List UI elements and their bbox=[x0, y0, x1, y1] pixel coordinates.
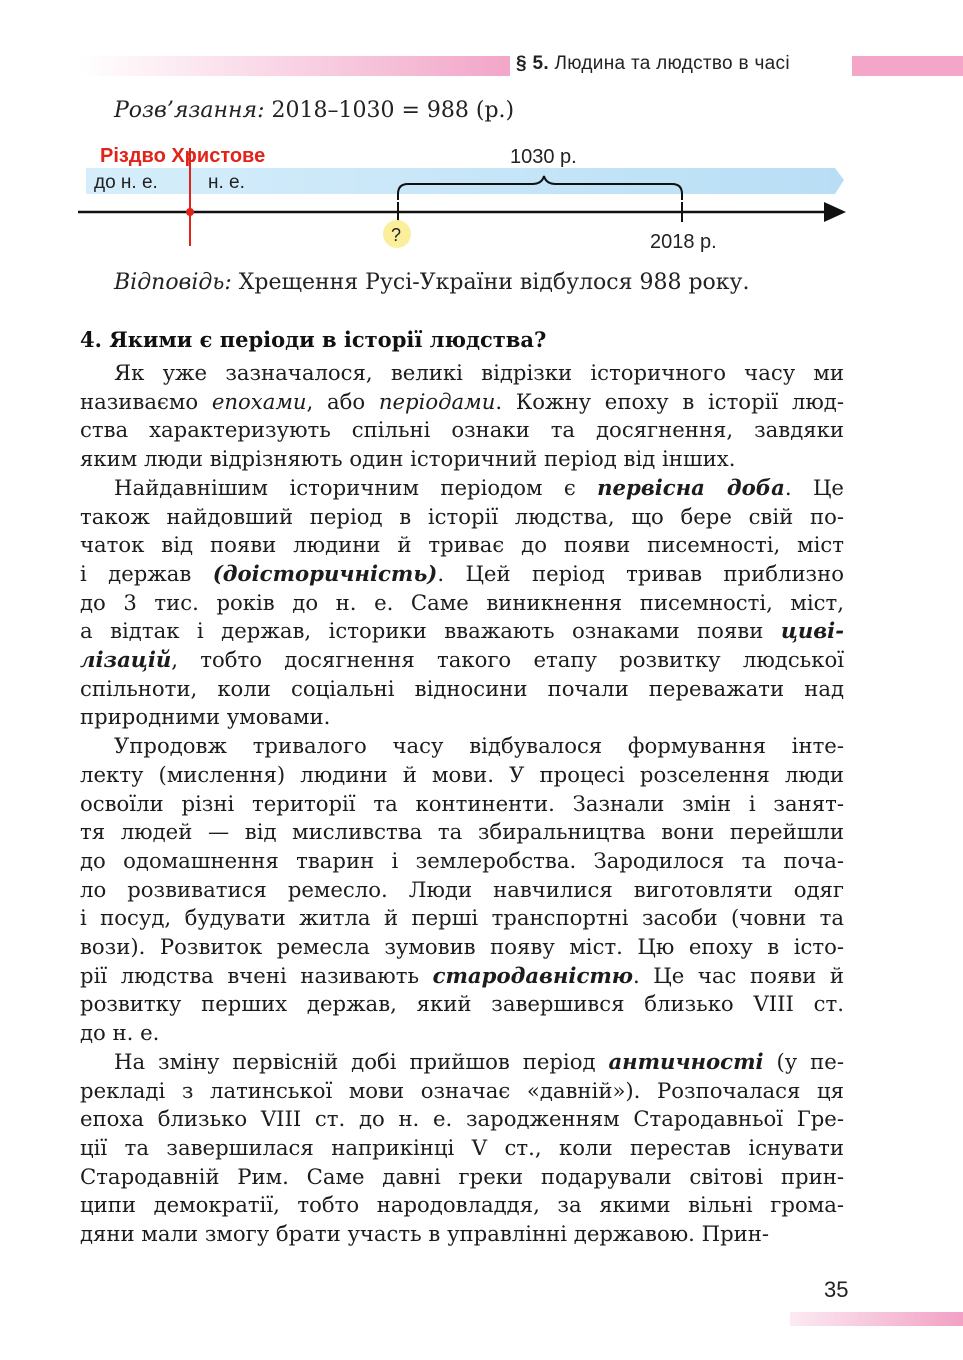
emphasized-term: циві- bbox=[780, 618, 844, 644]
text-line bbox=[80, 359, 844, 388]
text-segment: Як уже зазначалося, великі відрізки історичного часу ми bbox=[114, 360, 844, 385]
text-line bbox=[80, 560, 844, 589]
emphasized-term: стародавністю bbox=[432, 962, 633, 988]
text-line bbox=[80, 1105, 844, 1134]
text-segment: також найдовший період в історії людства, що бере свій по- bbox=[80, 503, 844, 529]
text-line bbox=[80, 646, 844, 675]
text-segment: Стародавній Рим. Саме давні греки подарували світові прин- bbox=[80, 1163, 844, 1189]
timeline-diagram bbox=[78, 138, 858, 258]
text-line bbox=[80, 1077, 844, 1106]
text-segment: рії людства вчені називають bbox=[80, 962, 433, 988]
text-segment: , або bbox=[306, 388, 379, 414]
time-axis-arrow bbox=[824, 202, 846, 222]
text-segment: природними умовами. bbox=[80, 704, 331, 730]
text-segment: ло розвиватися ремесло. Люди навчилися виготовляти одяг bbox=[80, 876, 844, 902]
text-segment: . Це bbox=[784, 474, 844, 500]
text-line bbox=[80, 617, 844, 646]
text-segment: називаємо bbox=[80, 388, 212, 414]
text-segment: ства характеризують спільні ознаки та досягнення, завдяки bbox=[80, 417, 844, 443]
text-line bbox=[80, 1134, 844, 1163]
text-segment: до одомашнення тварин і землеробства. Зародилося та почa- bbox=[80, 847, 844, 873]
text-line bbox=[80, 388, 844, 417]
text-line bbox=[80, 847, 844, 876]
text-line bbox=[80, 531, 844, 560]
text-segment: Найдавнішим історичним періодом є bbox=[114, 474, 598, 500]
text-segment: освоїли різні території та континенти. Зазнали змін і занят- bbox=[80, 790, 844, 816]
christmas-label: Різдво Христове bbox=[100, 145, 266, 167]
text-line bbox=[80, 1191, 844, 1220]
text-line bbox=[80, 790, 844, 819]
text-segment: ципи демократії, тобто народовладдя, за якими вільні грома- bbox=[80, 1192, 844, 1218]
text-line bbox=[80, 732, 844, 761]
solution-line bbox=[114, 98, 514, 123]
text-segment: епоха близько VIII ст. до н. е. зародженням Стародавньої Гре- bbox=[80, 1106, 844, 1132]
text-segment: (у пе- bbox=[763, 1048, 844, 1074]
paragraph-4 bbox=[80, 1048, 844, 1249]
christmas-point bbox=[186, 208, 194, 216]
emphasized-term: епохами bbox=[211, 388, 307, 414]
solution-expression: 2018–1030 = 988 (р.) bbox=[271, 98, 515, 123]
text-segment: . Це час появи й bbox=[633, 962, 844, 988]
answer-line bbox=[114, 270, 749, 295]
footer-pink-band bbox=[790, 1312, 963, 1326]
text-segment: дяни мали змогу брати участь в управлінні державою. Прин- bbox=[80, 1221, 770, 1247]
text-segment: . Кожну епоху в історії люд- bbox=[495, 388, 844, 414]
text-line bbox=[80, 445, 844, 474]
text-segment: вози). Розвиток ремесла зумовив появу міст. Цю епоху в істо- bbox=[80, 934, 844, 960]
span-label: 1030 р. bbox=[510, 146, 577, 168]
text-line bbox=[80, 962, 844, 991]
emphasized-term: періодами bbox=[378, 388, 496, 414]
text-segment: і держав bbox=[80, 560, 213, 586]
text-line bbox=[80, 990, 844, 1019]
text-line bbox=[80, 818, 844, 847]
text-segment: до 3 тис. років до н. е. Саме виникнення писемності, міст, bbox=[80, 589, 844, 615]
solution-label: Розв’язання: bbox=[114, 98, 265, 123]
paragraph-2 bbox=[80, 474, 844, 732]
text-segment: спільноти, коли соціальні відносини почали переважати над bbox=[80, 675, 844, 701]
text-line bbox=[80, 675, 844, 704]
text-segment: На зміну первісній добі прийшов період bbox=[114, 1048, 609, 1074]
section-number: § 5. bbox=[516, 53, 549, 74]
header-pink-band-left bbox=[80, 56, 510, 76]
text-line bbox=[80, 761, 844, 790]
body-text bbox=[80, 359, 844, 1249]
text-line bbox=[80, 503, 844, 532]
text-line bbox=[80, 703, 844, 732]
page-number: 35 bbox=[824, 1277, 849, 1302]
text-line bbox=[80, 474, 844, 503]
text-line bbox=[80, 1048, 844, 1077]
answer-text: Хрещення Русі-України відбулося 988 року. bbox=[238, 270, 750, 295]
before-era-label: до н. е. bbox=[94, 172, 158, 193]
header-title bbox=[516, 53, 790, 75]
text-line bbox=[80, 1220, 844, 1249]
text-segment: а відтак і держав, історики вважають ознаками появи bbox=[80, 618, 781, 644]
unknown-marker: ? bbox=[391, 225, 402, 245]
text-segment: рекладі з латинської мови означає «давній»). Розпочалася ця bbox=[80, 1077, 844, 1103]
text-segment: розвитку перших держав, який завершився близько VIII ст. bbox=[80, 991, 844, 1017]
text-segment: яким люди відрізняють один історичний період від інших. bbox=[80, 446, 736, 472]
text-segment: Упродовж тривалого часу відбувалося формування інте- bbox=[114, 733, 844, 759]
answer-label: Відповідь: bbox=[114, 270, 232, 295]
era-label: н. е. bbox=[208, 172, 245, 193]
header-pink-band-right bbox=[852, 56, 963, 76]
text-line bbox=[80, 876, 844, 905]
emphasized-term: (доісторичність) bbox=[212, 560, 438, 586]
text-line bbox=[80, 416, 844, 445]
text-segment: ції та завершилася наприкінці V ст., коли перестав існувати bbox=[80, 1134, 844, 1160]
text-line bbox=[80, 904, 844, 933]
text-segment: , тобто досягнення такого етапу розвитку людської bbox=[171, 647, 844, 673]
text-segment: лекту (мислення) людини й мови. У процесі розселення люди bbox=[80, 761, 844, 787]
text-line bbox=[80, 589, 844, 618]
text-segment: і посуд, будувати житла й перші транспортні засоби (човни та bbox=[80, 905, 844, 931]
emphasized-term: античності bbox=[608, 1048, 764, 1074]
era-band bbox=[86, 168, 844, 194]
text-line bbox=[80, 1019, 844, 1048]
text-segment: чаток від появи людини й триває до появи писемності, міст bbox=[80, 532, 844, 558]
paragraph-1 bbox=[80, 359, 844, 474]
text-segment: . Цей період тривав приблизно bbox=[437, 560, 844, 586]
emphasized-term: первісна доба bbox=[597, 474, 785, 500]
emphasized-term: лізацій bbox=[80, 647, 172, 673]
text-segment: до н. е. bbox=[80, 1020, 160, 1046]
section-title: Людина та людство в часі bbox=[554, 53, 790, 74]
year-2018-label: 2018 р. bbox=[650, 231, 717, 253]
text-line bbox=[80, 933, 844, 962]
text-line bbox=[80, 1163, 844, 1192]
paragraph-3 bbox=[80, 732, 844, 1048]
page-header bbox=[0, 53, 963, 76]
text-segment: тя людей — від мисливства та збиральництва вони перейшли bbox=[80, 819, 844, 845]
section-heading: 4. Якими є періоди в історії людства? bbox=[80, 327, 547, 352]
